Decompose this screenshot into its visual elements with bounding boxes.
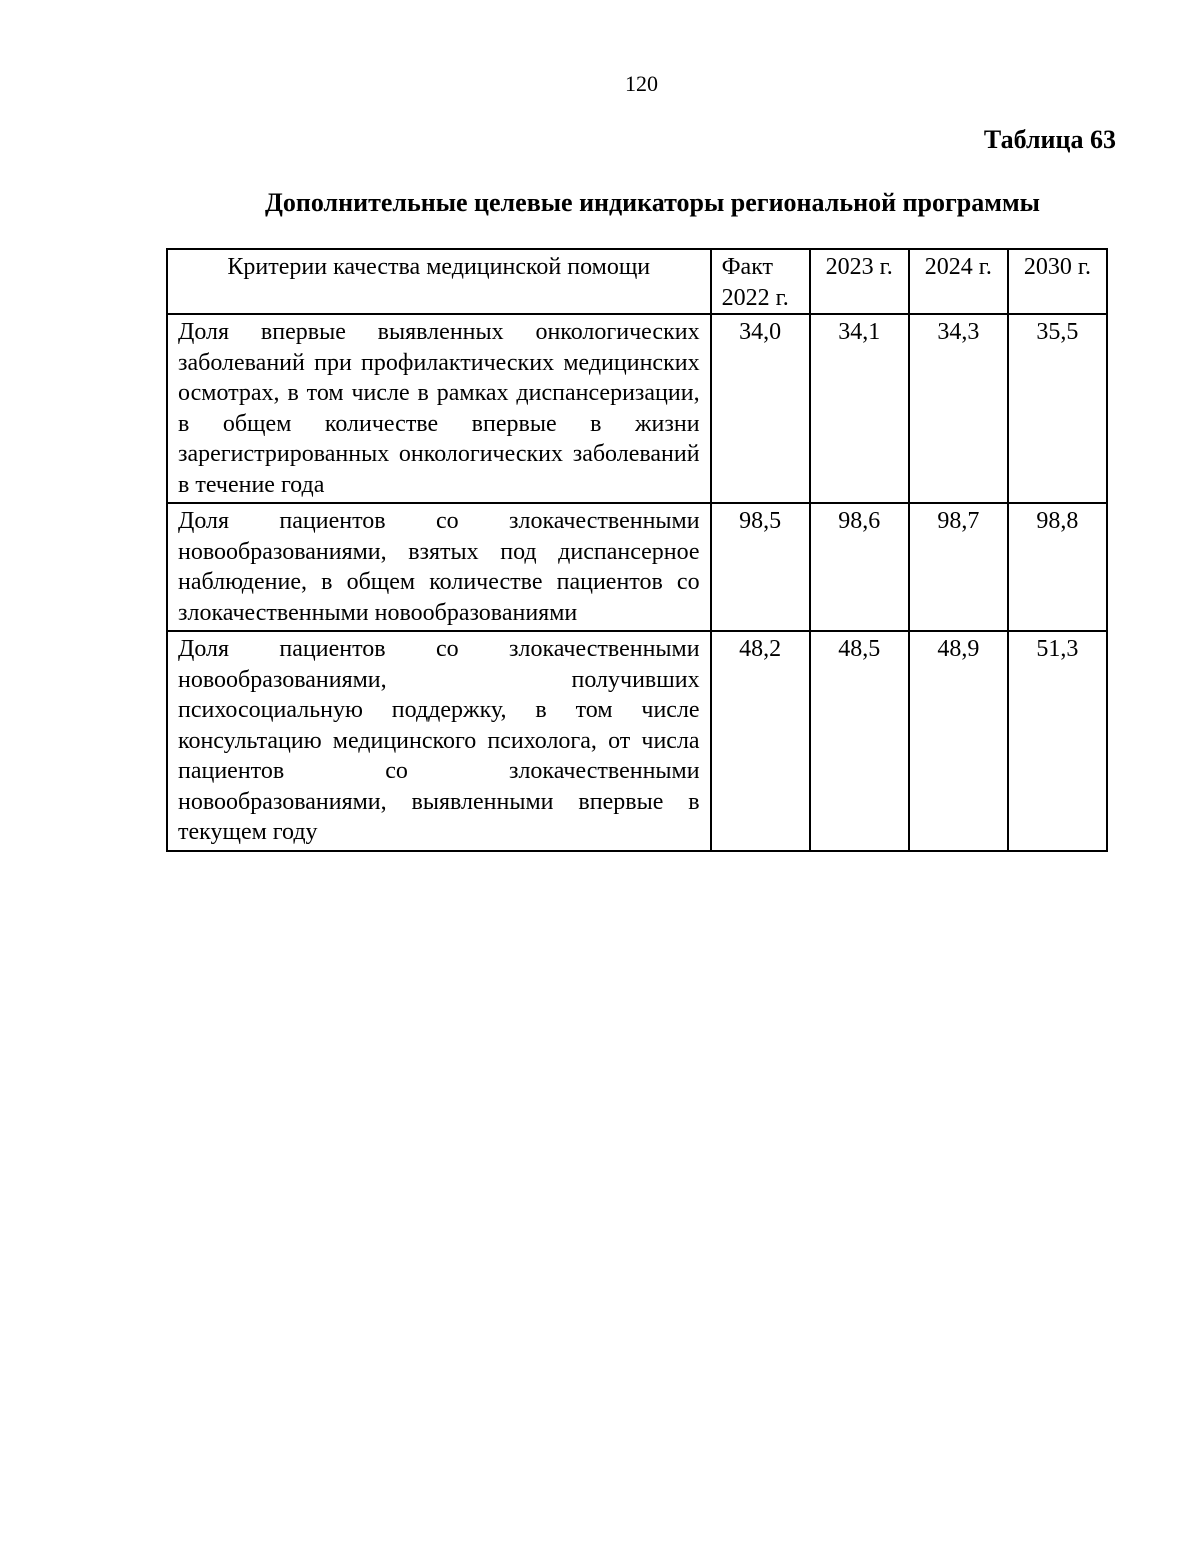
- table-label: Таблица 63: [983, 125, 1116, 154]
- value-2024: 98,7: [909, 503, 1008, 631]
- row-criterion: Доля впервые выявленных онкологических заболеваний при профилактических медицинских осмотрах, в том числе в рамках диспансеризации, в общем количестве впервые в жизни зарегистрированных онкологических заболеваний в течение года: [167, 314, 711, 503]
- header-2024: 2024 г.: [909, 249, 1008, 314]
- value-2024: 34,3: [909, 314, 1008, 503]
- table-title: Дополнительные целевые индикаторы региональной программы: [265, 188, 1040, 217]
- value-2030: 35,5: [1008, 314, 1107, 503]
- value-2024: 48,9: [909, 631, 1008, 851]
- table-header-row: [167, 249, 1107, 314]
- table-row: [167, 631, 1107, 851]
- value-fact-2022: 34,0: [711, 314, 810, 503]
- value-fact-2022: 98,5: [711, 503, 810, 631]
- row-criterion: Доля пациентов со злокачественными новообразованиями, получивших психосоциальную поддержку, в том числе консультацию медицинского психолога, от числа пациентов со злокачественными новообразованиями, выявленными впервые в текущем году: [167, 631, 711, 851]
- value-2023: 34,1: [810, 314, 909, 503]
- header-criteria: Критерии качества медицинской помощи: [167, 249, 711, 314]
- value-2030: 51,3: [1008, 631, 1107, 851]
- value-fact-2022: 48,2: [711, 631, 810, 851]
- table-row: [167, 314, 1107, 503]
- value-2030: 98,8: [1008, 503, 1107, 631]
- indicators-table: [166, 248, 1108, 852]
- page-number: 120: [625, 71, 658, 96]
- value-2023: 48,5: [810, 631, 909, 851]
- row-criterion: Доля пациентов со злокачественными новообразованиями, взятых под диспансерное наблюдение, в общем количестве пациентов со злокачественными новообразованиями: [167, 503, 711, 631]
- value-2023: 98,6: [810, 503, 909, 631]
- header-2023: 2023 г.: [810, 249, 909, 314]
- header-fact-2022: Факт 2022 г.: [711, 249, 810, 314]
- header-2030: 2030 г.: [1008, 249, 1107, 314]
- table-row: [167, 503, 1107, 631]
